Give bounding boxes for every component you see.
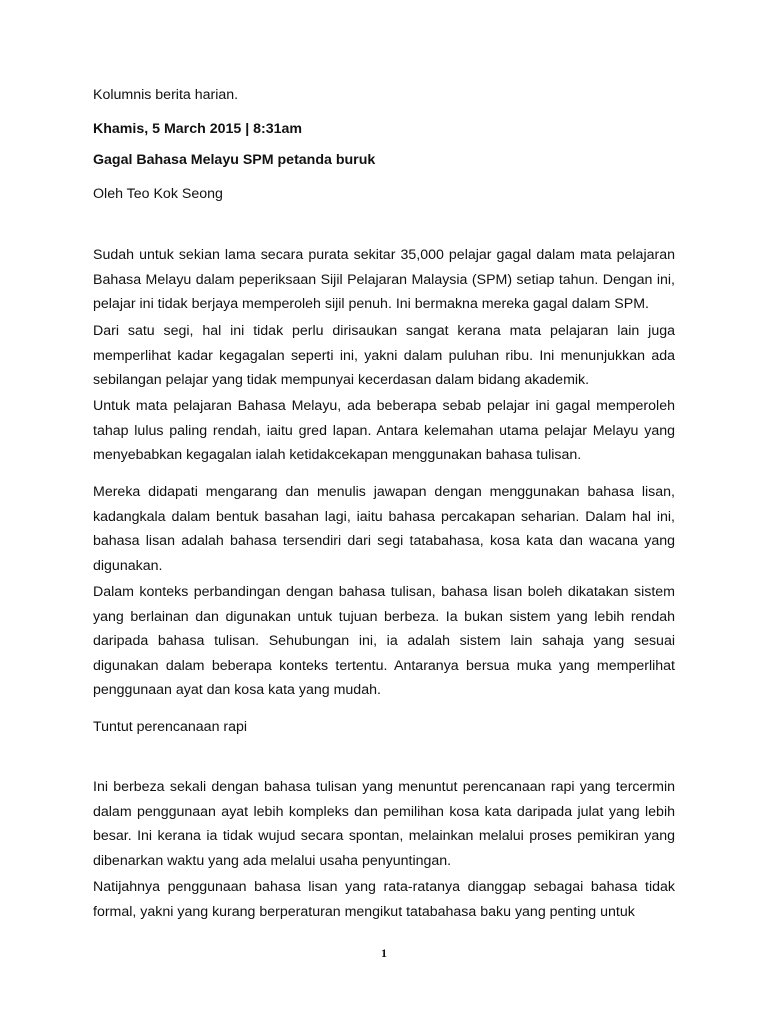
- paragraph-4: Mereka didapati mengarang dan menulis jawapan dengan menggunakan bahasa lisan, kadangkala dalam bentuk basahan lagi, iaitu bahasa percakapan seharian. Dalam hal ini, bahasa lisan adalah bahasa tersendiri dari segi tatabahasa, kosa kata dan wacana yang digunakan.: [93, 484, 675, 574]
- page-number: 1: [381, 946, 387, 960]
- paragraph-7: Natijahnya penggunaan bahasa lisan yang rata-ratanya dianggap sebagai bahasa tidak formal, yakni yang kurang berperaturan mengikut tatabahasa baku yang penting untuk: [93, 879, 675, 920]
- paragraph-3: Untuk mata pelajaran Bahasa Melayu, ada beberapa sebab pelajar ini gagal memperoleh tahap lulus paling rendah, iaitu gred lapan. Antara kelemahan utama pelajar Melayu yang menyebabkan kegagalan ialah ketidakcekapan menggunakan bahasa tulisan.: [93, 398, 675, 464]
- paragraph-6: Ini berbeza sekali dengan bahasa tulisan yang menuntut perencanaan rapi yang tercermin dalam penggunaan ayat lebih kompleks dan pemilihan kosa kata daripada julat yang lebih besar. Ini kerana ia tidak wujud secara spontan, melainkan melalui proses pemikiran yang dibenarkan waktu yang ada melalui usaha penyuntingan.: [93, 779, 675, 869]
- article-title: Gagal Bahasa Melayu SPM petanda buruk: [93, 152, 376, 168]
- source-line: Kolumnis berita harian.: [93, 87, 239, 103]
- paragraph-5: Dalam konteks perbandingan dengan bahasa tulisan, bahasa lisan boleh dikatakan sistem yang berlainan dan digunakan untuk tujuan berbeza. Ia bukan sistem yang lebih rendah daripada bahasa tulisan. Sehubungan ini, ia adalah sistem lain sahaja yang sesuai digunakan dalam beberapa konteks tertentu. Antaranya bersua muka yang memperlihat penggunaan ayat dan kosa kata yang mudah.: [93, 584, 675, 699]
- subheading: Tuntut perencanaan rapi: [93, 719, 248, 735]
- byline: Oleh Teo Kok Seong: [93, 186, 223, 202]
- paragraph-1: Sudah untuk sekian lama secara purata sekitar 35,000 pelajar gagal dalam mata pelajaran Bahasa Melayu dalam peperiksaan Sijil Pelajaran Malaysia (SPM) setiap tahun. Dengan ini, pelajar ini tidak berjaya memperoleh sijil penuh. Ini bermakna mereka gagal dalam SPM.: [93, 247, 675, 313]
- paragraph-2: Dari satu segi, hal ini tidak perlu dirisaukan sangat kerana mata pelajaran lain juga memperlihat kadar kegagalan seperti ini, yakni dalam puluhan ribu. Ini menunjukkan ada sebilangan pelajar yang tidak mempunyai kecerdasan dalam bidang akademik.: [93, 323, 675, 389]
- dateline: Khamis, 5 March 2015 | 8:31am: [93, 121, 303, 137]
